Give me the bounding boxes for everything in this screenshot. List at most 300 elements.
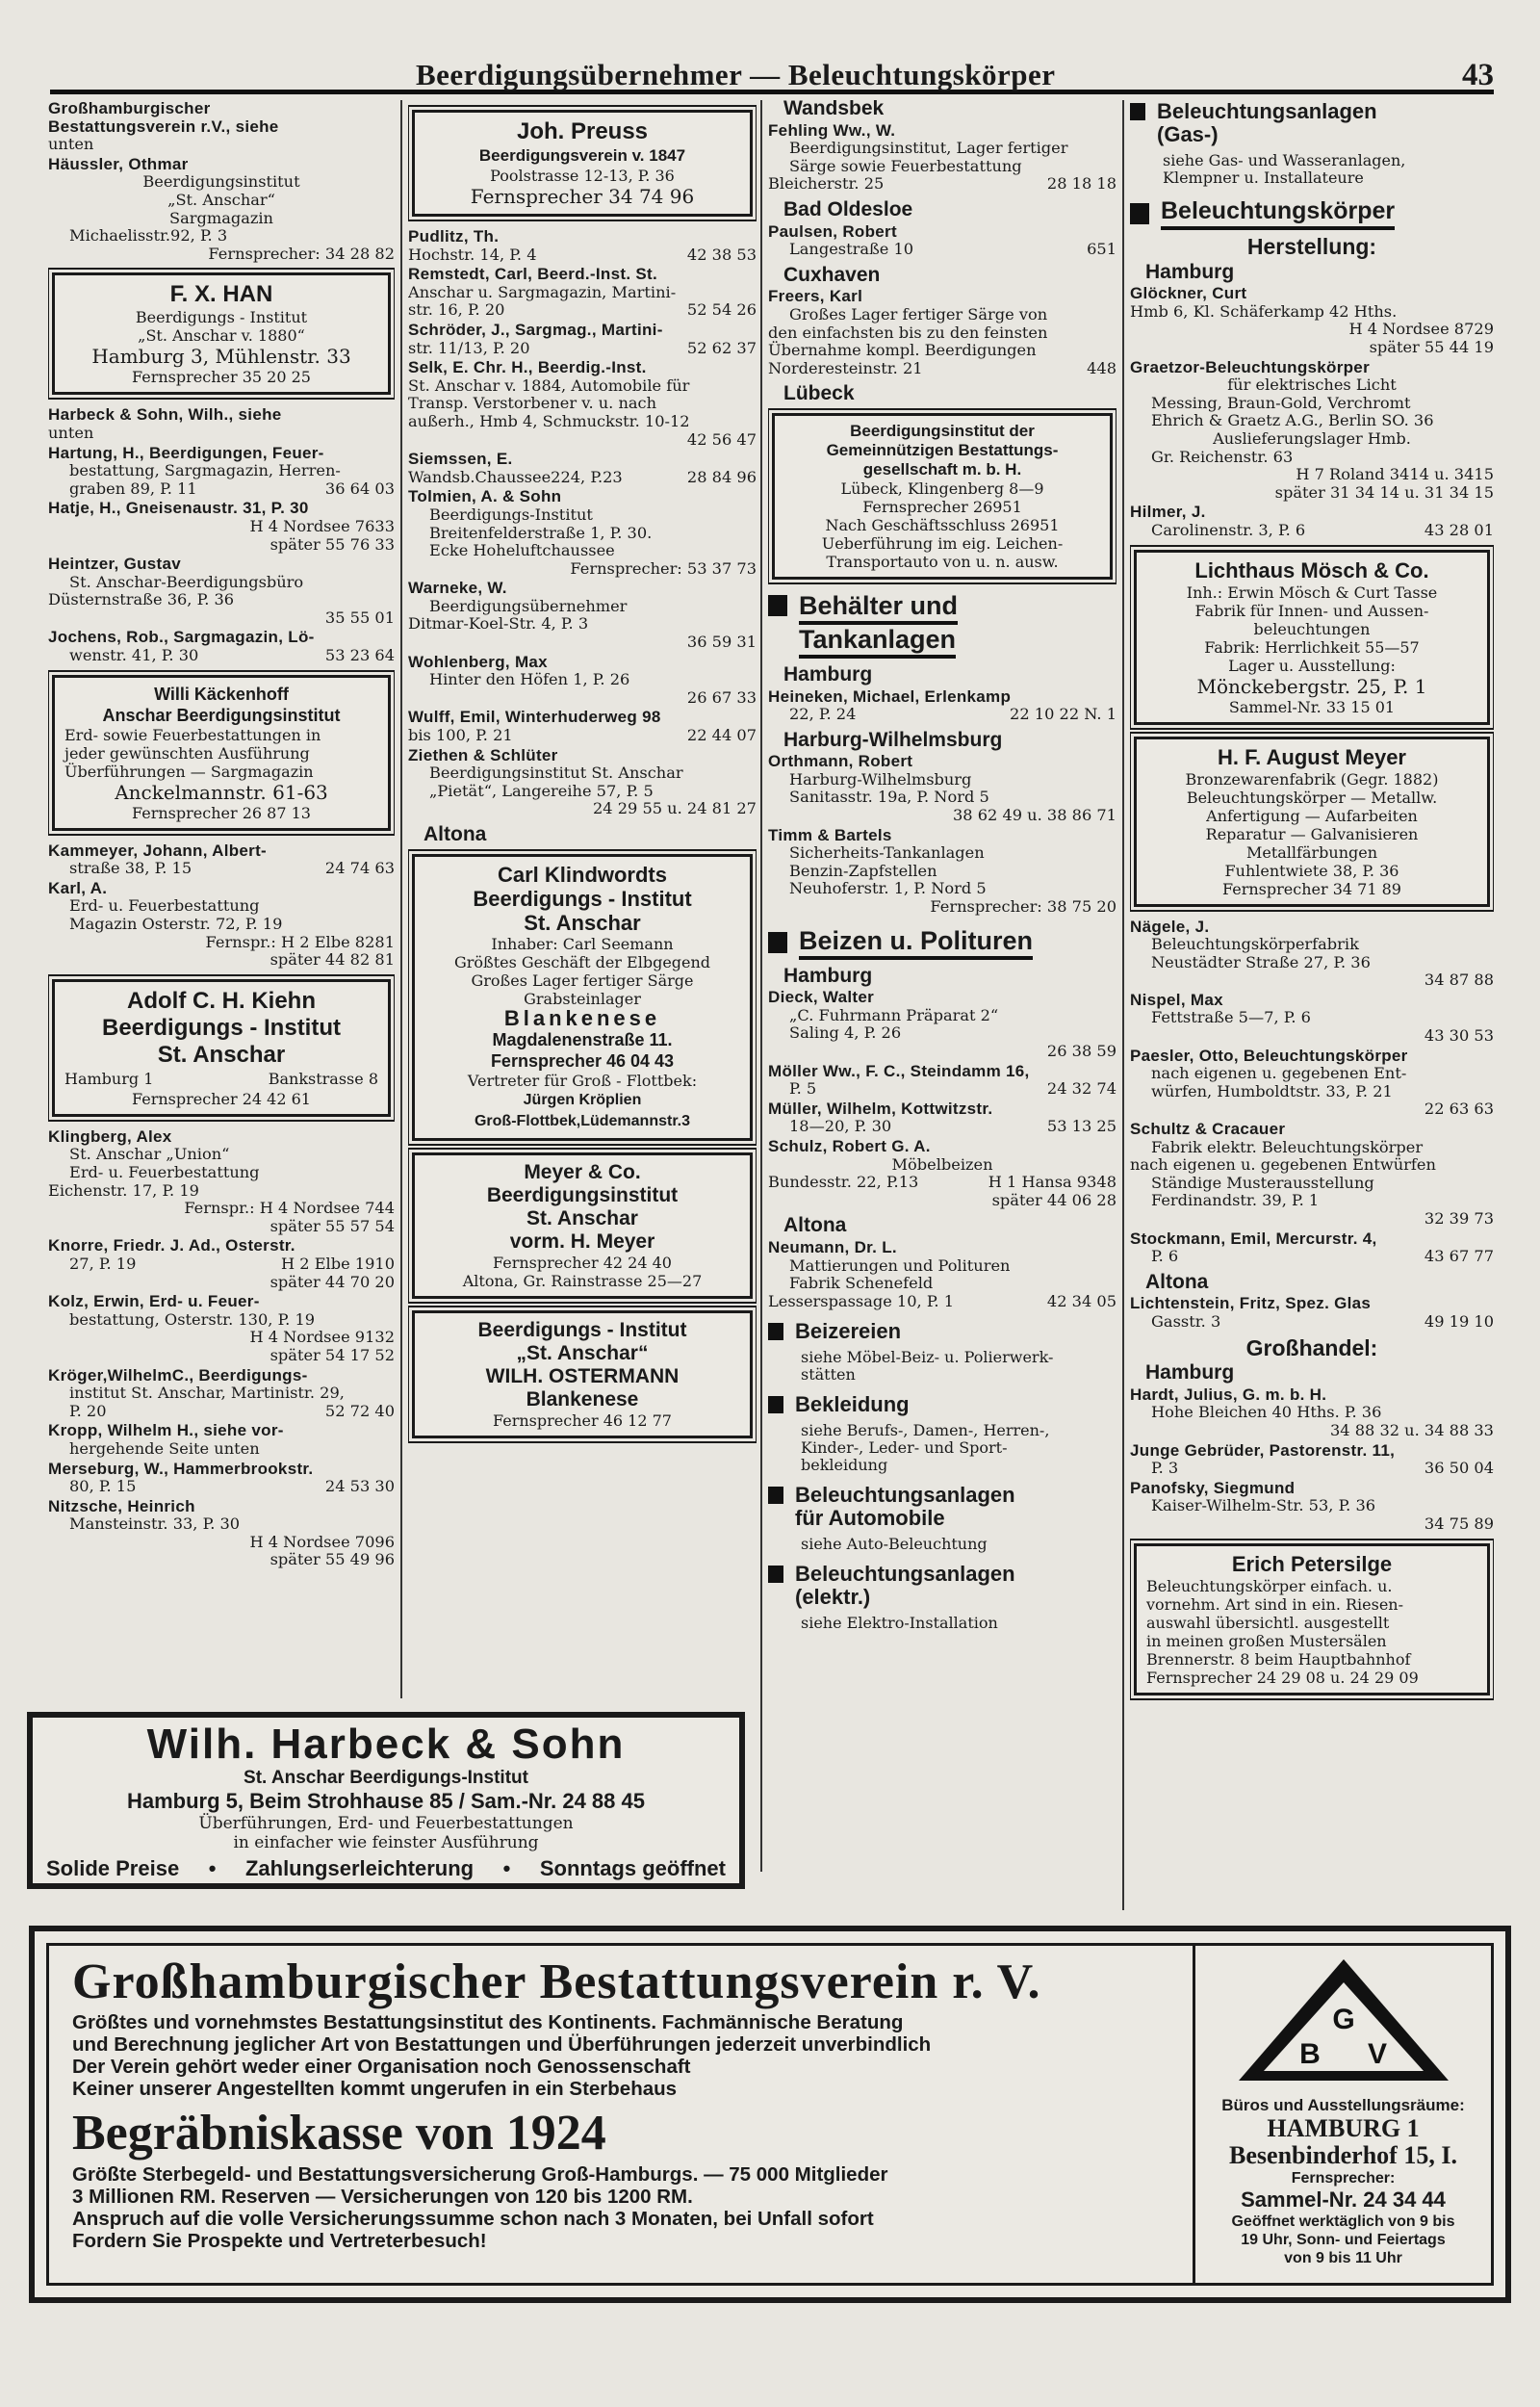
text-line: Sicherheits-Tankanlagen [789, 843, 985, 863]
text-line: Ueberführung im eig. Leichen- [821, 533, 1064, 553]
section-heading-behaelter [768, 591, 1116, 659]
list-item [768, 1239, 1116, 1310]
city-heading: Altona [783, 1214, 847, 1237]
city-heading: Hamburg [1145, 1361, 1235, 1385]
text-line: später 54 17 52 [270, 1345, 395, 1364]
list-item [408, 580, 757, 651]
list-item [1130, 359, 1494, 503]
text-line: Beleuchtungskörper [1161, 196, 1395, 230]
text-line: 38 62 49 u. 38 86 71 [952, 806, 1116, 825]
text-line: unten [48, 423, 94, 442]
text-line: Willi Käckenhoff [154, 684, 289, 704]
text-line: 36 64 03 [324, 479, 395, 498]
text-line: straße 38, P. 15 [69, 859, 192, 878]
text-line: Zahlungserleichterung [244, 1856, 475, 1880]
text-line: vornehm. Art sind in ein. Riesen- [1146, 1594, 1404, 1614]
text-line: Ziethen & Schlüter [408, 745, 558, 764]
list-item [48, 500, 395, 554]
text-line: Kröger,WilhelmC., Beerdigungs- [48, 1365, 308, 1385]
text-line: Heineken, Michael, Erlenkamp [768, 686, 1012, 706]
text-line: Blankenese [503, 1005, 661, 1030]
text-line: Geöffnet werktäglich von 9 bis [1231, 2213, 1455, 2230]
section-marker-icon [768, 1396, 783, 1413]
text-line: später 31 34 14 u. 31 34 15 [1274, 482, 1494, 502]
text-line: Großhamburgischer [48, 100, 211, 117]
text-line: später 55 49 96 [270, 1550, 395, 1569]
text-line: Büros und Ausstellungsräume: [1221, 2096, 1465, 2114]
ad-box-kaeckenhoff [52, 675, 391, 831]
text-line: Mattierungen und Polituren [789, 1255, 1011, 1275]
text-line: 34 75 89 [1424, 1514, 1494, 1533]
text-line: Fernsprecher 46 12 77 [493, 1411, 672, 1430]
list-item [1130, 1295, 1494, 1331]
text-line: Lager u. Ausstellung: [1228, 656, 1396, 675]
text-line: Siemssen, E. [408, 450, 513, 469]
text-line: Besenbinderhof 15, I. [1229, 2141, 1457, 2169]
list-item [1130, 1121, 1494, 1229]
text-line: Freers, Karl [768, 287, 863, 306]
text-line: (Gas-) [1157, 122, 1219, 146]
text-line: Altona, Gr. Rainstrasse 25—27 [462, 1271, 703, 1290]
text-line: Fernsprecher 24 29 08 u. 24 29 09 [1146, 1668, 1419, 1687]
text-line: Langestraße 10 [789, 240, 914, 259]
section-heading-bekleidung [768, 1393, 1116, 1416]
text-line: Großhamburgischer Bestattungsverein r. V. [72, 1954, 1041, 2009]
list-item [48, 1367, 395, 1421]
text-line: H 4 Nordsee 9132 [249, 1328, 395, 1347]
text-line: Hardt, Julius, G. m. b. H. [1130, 1385, 1327, 1404]
list-item [768, 1063, 1116, 1099]
text-line: Beerdigungsverein v. 1847 [478, 146, 686, 165]
text-line: 26 38 59 [1046, 1042, 1116, 1060]
text-line: H 4 Nordsee 8729 [1348, 320, 1494, 339]
text-line: später 44 82 81 [270, 950, 395, 970]
text-line: Inhaber: Carl Seemann [491, 934, 674, 953]
text-line: Sammel-Nr. 24 34 44 [1241, 2187, 1446, 2212]
text-line: Paulsen, Robert [768, 221, 897, 241]
column-2 [408, 100, 757, 1708]
text-line: Übernahme kompl. Beerdigungen [768, 341, 1037, 360]
text-line: 22 10 22 N. 1 [1010, 705, 1116, 724]
list-item [768, 1100, 1116, 1136]
text-line: Hartung, H., Beerdigungen, Feuer- [48, 443, 324, 462]
text-line: Gr. Reichenstr. 63 [1151, 447, 1294, 466]
list-item [1130, 919, 1494, 990]
text-line: Anschar Beerdigungsinstitut [102, 705, 341, 725]
text-line: siehe Gas- und Wasseranlagen, [1163, 151, 1406, 169]
text-line: Transportauto von u. n. ausw. [826, 552, 1059, 571]
text-line: H 7 Roland 3414 u. 3415 [1296, 465, 1494, 484]
text-line: beleuchtungen [1253, 619, 1371, 638]
text-line: „St. Anschar v. 1880“ [138, 326, 305, 346]
text-line: Vertreter für Groß - Flottbek: [467, 1071, 698, 1090]
list-item [48, 100, 395, 154]
text-line: Beerdigungs - Institut [135, 308, 308, 327]
text-line: St. Anschar-Beerdigungsbüro [69, 572, 304, 591]
text-line: 24 53 30 [324, 1477, 395, 1496]
text-line: Möller Ww., F. C., Steindamm 16, [768, 1061, 1030, 1080]
section-heading-beleuchtungskoerper [1130, 196, 1494, 230]
text-line: in meinen großen Mustersälen [1146, 1631, 1387, 1650]
text-line: Fabrik elektr. Beleuchtungskörper [1151, 1137, 1424, 1156]
text-line: Hohe Bleichen 40 Hths. P. 36 [1151, 1403, 1382, 1422]
text-line: 22 44 07 [686, 726, 757, 745]
text-line: 34 88 32 u. 34 88 33 [1329, 1420, 1494, 1439]
list-item [48, 1237, 395, 1291]
text-line: bis 100, P. 21 [408, 726, 513, 745]
text-line: Paesler, Otto, Beleuchtungskörper [1130, 1046, 1408, 1065]
list-item [408, 747, 757, 818]
column-rule [400, 100, 402, 1698]
text-line: später 55 44 19 [1369, 337, 1494, 356]
text-line: Fabrik: Herrlichkeit 55—57 [1204, 637, 1420, 657]
list-item [1130, 504, 1494, 539]
text-line: Neumann, Dr. L. [768, 1237, 897, 1256]
text-line: Fernsprecher 35 20 25 [132, 368, 311, 387]
text-line: Benzin-Zapfstellen [789, 861, 937, 880]
list-item [768, 688, 1116, 724]
list-item [48, 1128, 395, 1236]
section-marker-icon [768, 1566, 783, 1583]
text-line: Carl Klindwordts [497, 862, 667, 887]
text-line: Remstedt, Carl, Beerd.-Inst. St. [408, 265, 657, 284]
city-heading: Hamburg [783, 964, 873, 987]
text-line: später 55 57 54 [270, 1216, 395, 1235]
text-line: Stockmann, Emil, Mercurstr. 4, [1130, 1229, 1377, 1248]
text-line: und Berechnung jeglicher Art von Bestattungen und Überführungen jederzeit unverbindlich [72, 2033, 932, 2056]
text-line: Nispel, Max [1130, 990, 1223, 1009]
text-line: Fernsprecher: [1291, 2170, 1396, 2187]
section-marker-icon [768, 1323, 783, 1340]
text-line: Hatje, H., Gneisenaustr. 31, P. 30 [48, 499, 309, 518]
section-marker-icon [768, 1487, 783, 1504]
section-heading-beizereien [768, 1320, 1116, 1343]
text-line: 448 [1087, 358, 1116, 377]
text-line: Reparatur — Galvanisieren [1205, 824, 1419, 843]
text-line: Erd- u. Feuerbestattung [69, 1163, 260, 1181]
text-line: Beerdigungsinstitut, Lager fertiger [789, 139, 1068, 158]
text-line: HAMBURG 1 [1267, 2114, 1420, 2142]
text-line: vorm. H. Meyer [509, 1229, 655, 1253]
list-item [408, 709, 757, 744]
text-line: 36 50 04 [1424, 1459, 1494, 1478]
text-line: Joh. Preuss [516, 118, 649, 144]
ad-contact-panel [1193, 1946, 1491, 2283]
text-line: Überführungen, Erd- und Feuerbestattungen [198, 1814, 574, 1833]
text-line: stätten [801, 1365, 856, 1385]
text-line: Fernsprecher: 34 28 82 [208, 244, 395, 263]
text-line: Beleuchtungskörper — Metallw. [1186, 788, 1438, 807]
text-line: bestattung, Sargmagazin, Herren- [69, 461, 341, 480]
text-line: Knorre, Friedr. J. Ad., Osterstr. [48, 1236, 295, 1255]
text-line: P. 6 [1151, 1247, 1179, 1266]
list-item [48, 406, 395, 442]
text-line: Fabrik Schenefeld [789, 1274, 934, 1293]
text-line: 52 62 37 [686, 338, 757, 357]
text-line: Wulff, Emil, Winterhuderweg 98 [408, 708, 661, 727]
list-item [48, 629, 395, 664]
text-line: Lübeck, Klingenberg 8—9 [840, 479, 1044, 498]
ad-box-han [52, 272, 391, 395]
text-line: Beerdigungsinstitut [486, 1183, 679, 1206]
text-line: Magazin Osterstr. 72, P. 19 [69, 915, 283, 934]
text-line: F. X. HAN [169, 281, 273, 308]
text-line: 53 23 64 [324, 646, 395, 665]
text-line: Hilmer, J. [1130, 503, 1206, 522]
text-line: „C. Fuhrmann Präparat 2“ [789, 1005, 999, 1024]
list-item [408, 266, 757, 320]
text-line: Dieck, Walter [768, 988, 875, 1007]
text-line: Neuhoferstr. 1, P. Nord 5 [789, 879, 987, 898]
column-3 [768, 100, 1116, 1708]
text-line: Größtes Geschäft der Elbgegend [453, 952, 711, 971]
list-item [408, 654, 757, 708]
text-line: Fernsprecher 34 74 96 [470, 185, 695, 208]
text-line: Klempner u. Installateure [1163, 168, 1364, 187]
text-line: H 4 Nordsee 7096 [249, 1532, 395, 1551]
text-line: Kinder-, Leder- und Sport- [801, 1438, 1008, 1458]
text-line: 28 18 18 [1046, 174, 1116, 194]
text-line: Ecke Hoheluftchaussee [429, 541, 615, 560]
column-rule [760, 100, 762, 1872]
text-line: „St. Anschar“ [167, 190, 275, 209]
text-line: H 2 Elbe 1910 [281, 1254, 395, 1273]
text-line: Beleuchtungsanlagen [795, 1483, 1015, 1508]
text-line: St. Anschar [526, 1206, 638, 1229]
text-line: für elektrisches Licht [1227, 375, 1397, 395]
text-line: Heintzer, Gustav [48, 555, 182, 574]
list-item [1130, 1480, 1494, 1534]
text-line: V [1367, 2038, 1387, 2070]
text-line: Hamburg 3, Mühlenstr. 33 [91, 345, 351, 369]
text-line: Timm & Bartels [768, 825, 892, 844]
text-line: Beerdigungsinstitut [142, 172, 300, 192]
text-line: Erd- u. Feuerbestattung [69, 896, 260, 916]
text-line: Beleuchtungsanlagen [795, 1562, 1015, 1587]
text-line: 22 63 63 [1424, 1100, 1494, 1119]
text-line: 43 30 53 [1424, 1026, 1494, 1046]
text-line: den einfachsten bis zu den feinsten [768, 323, 1048, 342]
text-line: 42 34 05 [1046, 1291, 1116, 1310]
text-line: Schröder, J., Sargmag., Martini- [408, 320, 663, 339]
text-line: Jürgen Kröplien [523, 1091, 642, 1108]
section-heading-beleuchtung-elektr [768, 1563, 1116, 1609]
text-line: institut St. Anschar, Martinistr. 29, [69, 1384, 345, 1403]
text-line: H 4 Nordsee 7633 [249, 516, 395, 535]
ad-box-luebeck [772, 413, 1113, 580]
page-title: Beerdigungsübernehmer — Beleuchtungskörper [416, 58, 1056, 91]
section-heading-beizen [768, 926, 1116, 960]
text-line: Anspruch auf die volle Versicherungssumme schon nach 3 Monaten, bei Unfall sofort [72, 2208, 874, 2230]
section-heading-beleuchtung-auto [768, 1484, 1116, 1530]
text-line: später 44 06 28 [991, 1190, 1116, 1209]
ad-box-klindwordt [412, 854, 753, 1141]
text-line: 34 87 88 [1424, 971, 1494, 990]
text-line: Sargmagazin [169, 208, 273, 227]
text-line: Beerdigungsinstitut St. Anschar [429, 764, 683, 783]
text-line: Kropp, Wilhelm H., siehe vor- [48, 1421, 284, 1440]
text-line: Großes Lager fertiger Särge von [789, 304, 1048, 324]
list-item [768, 753, 1116, 824]
text-line: Ditmar-Koel-Str. 4, P. 3 [408, 614, 589, 634]
text-line: 32 39 73 [1424, 1209, 1494, 1228]
text-line: Größte Sterbegeld- und Bestattungsversicherung Groß-Hamburgs. — 75 000 Mitglieder [72, 2163, 888, 2186]
list-item [768, 223, 1116, 259]
text-line: Adolf C. H. Kiehn [127, 987, 316, 1014]
text-line: später 44 70 20 [270, 1272, 395, 1291]
text-line: bekleidung [801, 1456, 888, 1475]
text-line: Merseburg, W., Hammerbrookstr. [48, 1459, 314, 1478]
ad-box-meyer-co [412, 1152, 753, 1299]
text-line: für Automobile [795, 1506, 945, 1531]
text-line: Graetzor-Beleuchtungskörper [1130, 357, 1370, 376]
text-line: Saling 4, P. 26 [789, 1023, 902, 1043]
text-line: Fernsprecher 26 87 13 [132, 803, 311, 822]
text-line: Fernsprecher 42 24 40 [493, 1253, 672, 1272]
text-line: Beleuchtungskörperfabrik [1151, 935, 1359, 954]
text-line: Fernsprecher 34 71 89 [1222, 879, 1401, 898]
text-line: Hamburg 1 [64, 1069, 154, 1088]
text-line: 19 Uhr, Sonn- und Feiertags [1241, 2232, 1446, 2248]
text-line: Möbelbeizen [891, 1154, 993, 1174]
city-heading: Lübeck [783, 382, 855, 405]
text-line: WILH. OSTERMANN [485, 1364, 680, 1387]
text-line: 43 67 77 [1424, 1247, 1494, 1266]
section-marker-icon [1130, 103, 1145, 120]
text-line: 651 [1087, 240, 1116, 259]
text-line: 49 19 10 [1424, 1311, 1494, 1331]
text-line: Kaiser-Wilhelm-Str. 53, P. 36 [1151, 1496, 1376, 1515]
list-item [1130, 1230, 1494, 1266]
text-line: Anckelmannstr. 61-63 [115, 780, 328, 804]
text-line: Ständige Musterausstellung [1151, 1173, 1374, 1192]
list-item [408, 228, 757, 264]
list-item [48, 556, 395, 627]
text-line: außerh., Hmb 4, Schmuckstr. 10-12 [408, 411, 690, 430]
subheading-herstellung: Herstellung: [1246, 234, 1377, 259]
text-line: (elektr.) [795, 1585, 871, 1610]
ad-text-panel [72, 1954, 1131, 2252]
text-line: Nach Geschäftsschluss 26951 [825, 515, 1060, 534]
text-line: Lesserspassage 10, P. 1 [768, 1291, 955, 1310]
text-line: Norderesteinstr. 21 [768, 358, 923, 377]
text-line: Fabrik für Innen- und Aussen- [1194, 601, 1429, 620]
text-line: Sonntags geöffnet [539, 1856, 726, 1880]
list-item [408, 451, 757, 486]
section-marker-icon [768, 595, 787, 616]
text-line: Blankenese [526, 1387, 639, 1411]
text-line: Bronzewarenfabrik (Gegr. 1882) [1185, 769, 1439, 789]
text-line: Beleuchtungsanlagen [1157, 100, 1377, 123]
text-line: Erich Petersilge [1231, 1551, 1393, 1576]
ad-banner-harbeck: Wilh. Harbeck & Sohn St. Anschar Beerdigungs-Institut Hamburg 5, Beim Strohhause 85 / Sam.-Nr. 24 88 45 Überführungen, Erd- und Feuerbestattungen in einfacher wie feinster Ausführung Solide Preise • Zahlungserleichterung • Sonntags geöffnet [27, 1712, 745, 1889]
text-line: „Pietät“, Langereihe 57, P. 5 [429, 781, 654, 800]
text-line: Harbeck & Sohn, Wilh., siehe [48, 405, 282, 425]
text-line: Erd- sowie Feuerbestattungen in [64, 725, 321, 744]
text-line: Hmb 6, Kl. Schäferkamp 42 Hths. [1130, 301, 1398, 321]
list-item [408, 322, 757, 357]
text-line: Selk, E. Chr. H., Beerdig.-Inst. [408, 358, 647, 377]
text-line: Beerdigungs - Institut [477, 1318, 687, 1341]
list-item [408, 359, 757, 449]
text-line: Tolmien, A. & Sohn [408, 487, 562, 506]
text-line: Ehrich & Graetz A.G., Berlin SO. 36 [1151, 411, 1434, 430]
ad-box-lichthaus [1134, 550, 1490, 725]
text-line: bestattung, Osterstr. 130, P. 19 [69, 1309, 316, 1329]
text-line: Messing, Braun-Gold, Verchromt [1151, 393, 1411, 412]
text-line: gesellschaft m. b. H. [862, 459, 1022, 479]
text-line: Begräbniskasse von 1924 [72, 2106, 606, 2161]
text-line: Sanitasstr. 19a, P. Nord 5 [789, 788, 989, 807]
text-line: Bestattungsverein r.V., siehe [48, 116, 279, 136]
list-item [1130, 992, 1494, 1046]
city-heading: Cuxhaven [783, 263, 881, 286]
text-line: Eichenstr. 17, P. 19 [48, 1180, 199, 1200]
text-line: P. 20 [69, 1401, 107, 1420]
list-item [768, 288, 1116, 377]
text-line: 3 Millionen RM. Reserven — Versicherungen von 120 bis 1200 RM. [72, 2186, 693, 2208]
text-line: Inh.: Erwin Mösch & Curt Tasse [1186, 582, 1438, 602]
text-line: Hinter den Höfen 1, P. 26 [429, 670, 630, 689]
city-heading: Hamburg [1145, 260, 1235, 283]
text-line: B [1298, 2038, 1321, 2070]
subheading-grosshandel: Großhandel: [1245, 1334, 1378, 1360]
text-line: Fernsprecher 26951 [862, 497, 1022, 516]
text-line: Brennerstr. 8 beim Hauptbahnhof [1146, 1649, 1411, 1669]
text-line: 24 32 74 [1046, 1079, 1116, 1099]
text-line: Karl, A. [48, 878, 108, 897]
text-line: 35 55 01 [324, 608, 395, 627]
text-line: 26 67 33 [686, 687, 757, 707]
text-line: Jochens, Rob., Sargmagazin, Lö- [48, 628, 315, 647]
text-line: Transp. Verstorbener v. u. nach [408, 394, 657, 413]
text-line: Fernsprecher: 53 37 73 [570, 558, 757, 578]
list-item [768, 827, 1116, 917]
text-line: St. Anschar „Union“ [69, 1145, 230, 1164]
text-line: Lichtenstein, Fritz, Spez. Glas [1130, 1294, 1372, 1313]
text-line: Müller, Wilhelm, Kottwitzstr. [768, 1099, 993, 1118]
text-line: str. 16, P. 20 [408, 300, 505, 320]
text-line: Glöckner, Curt [1130, 284, 1247, 303]
text-line: St. Anschar Beerdigungs-Institut [244, 1768, 528, 1788]
text-line: str. 11/13, P. 20 [408, 338, 530, 357]
list-item [1130, 1048, 1494, 1119]
text-line: Schultz & Cracauer [1130, 1120, 1286, 1139]
text-line: Wilh. Harbeck & Sohn [146, 1721, 626, 1768]
text-line: Behälter und [799, 591, 958, 625]
ad-box-preuss [412, 110, 753, 217]
text-line: Carolinenstr. 3, P. 6 [1151, 520, 1306, 539]
text-line: Tankanlagen [799, 625, 956, 659]
text-line: Groß-Flottbek,Lüdemannstr.3 [474, 1112, 690, 1129]
text-line: Bundesstr. 22, P.13 [768, 1173, 919, 1192]
text-line: siehe Möbel-Beiz- u. Polierwerk- [801, 1348, 1054, 1367]
text-line: Fernsprecher 46 04 43 [490, 1050, 675, 1071]
city-heading: Hamburg [783, 662, 873, 686]
text-line: Orthmann, Robert [768, 752, 913, 771]
text-line: Größtes und vornehmstes Bestattungsinstitut des Kontinents. Fachmännische Beratung [72, 2011, 904, 2033]
ad-banner-bestattungsverein [29, 1926, 1511, 2303]
list-item [48, 1498, 395, 1569]
text-line: Keiner unserer Angestellten kommt ungerufen in ein Sterbehaus [72, 2078, 678, 2100]
text-line: Fernspr.: H 2 Elbe 8281 [205, 932, 395, 951]
text-line: Panofsky, Siegmund [1130, 1478, 1296, 1497]
city-heading: Altona [1145, 1270, 1209, 1293]
text-line: Fernsprecher: 38 75 20 [930, 897, 1116, 917]
gbv-logo-icon [1233, 1954, 1454, 2088]
text-line: 24 29 55 u. 24 81 27 [592, 799, 757, 818]
city-heading: Bad Oldesloe [783, 197, 913, 220]
